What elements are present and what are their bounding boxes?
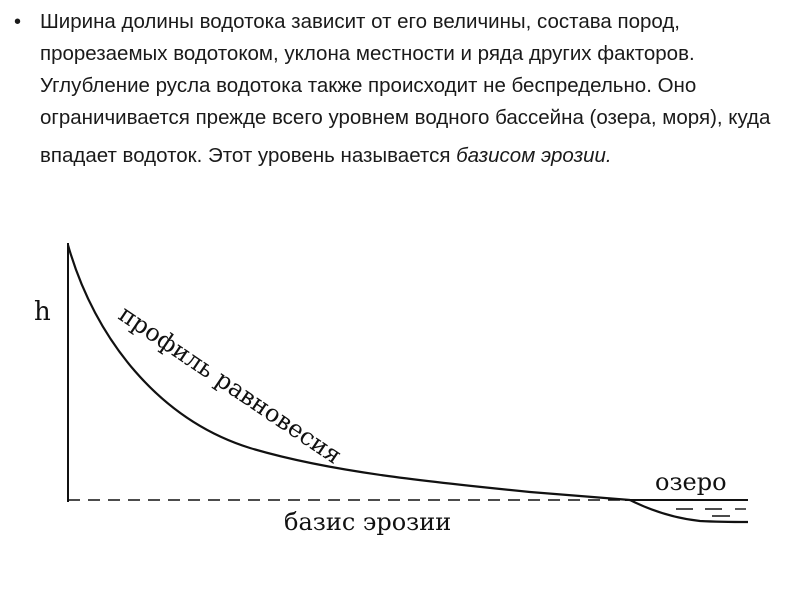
paragraph-last-text: впадает водоток. Этот уровень называется xyxy=(40,144,457,167)
paragraph-text: Ширина долины водотока зависит от его величины, состава пород, прорезаемых водотоком, уклона местности и ряда других факторов. Углубление русла водотока также происходит не беспредельно. Оно ограничивается прежде всего уровнем водного бассейна (озера, моря), куда xyxy=(40,10,771,129)
lake-bottom-curve xyxy=(630,500,748,522)
erosion-base-term: базисом эрозии. xyxy=(456,144,612,167)
equilibrium-profile-label: профиль равновесия xyxy=(113,299,347,470)
lake-label: озеро xyxy=(655,468,727,496)
equilibrium-profile-curve xyxy=(68,245,630,500)
erosion-base-label: базис эрозии xyxy=(284,508,452,536)
bullet: • xyxy=(14,11,22,33)
axis-label-h: h xyxy=(34,297,51,327)
